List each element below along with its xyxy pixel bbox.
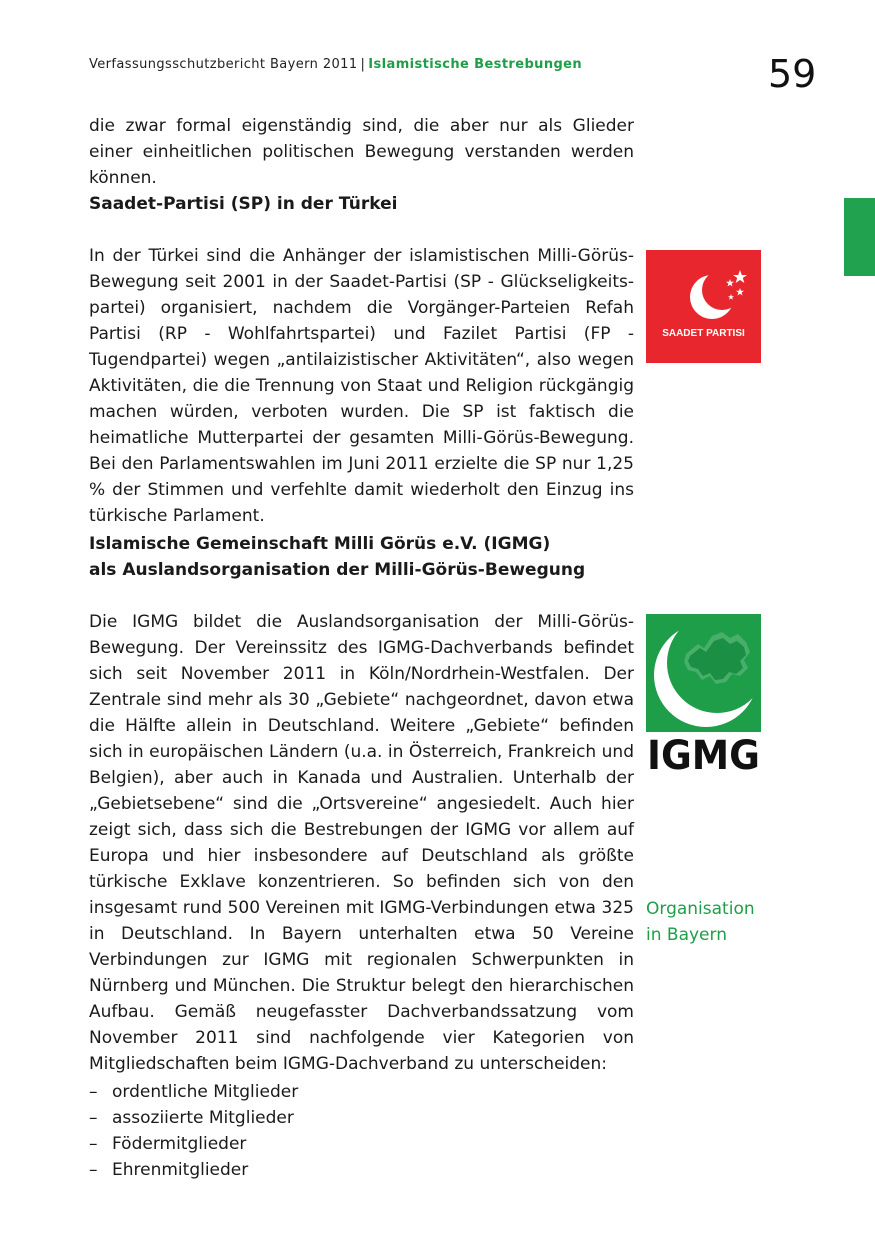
saadet-partisi-logo	[646, 250, 761, 363]
page-number: 59	[768, 52, 817, 96]
heading-igmg-line2: als Auslandsorganisation der Milli-Görüs-Bewegung	[89, 560, 586, 580]
igmg-emblem-icon	[646, 614, 761, 774]
heading-saadet-partisi: Saadet-Partisi (SP) in der Türkei	[89, 194, 398, 214]
list-item: – Födermitglieder	[89, 1134, 247, 1154]
membership-list	[89, 1079, 298, 1183]
heading-igmg	[89, 531, 634, 583]
list-item: – assoziierte Mitglieder	[89, 1108, 294, 1128]
list-item: – ordentliche Mitglieder	[89, 1082, 299, 1102]
igmg-logo-text: IGMG	[647, 733, 760, 774]
chapter-tab-marker	[844, 198, 875, 276]
running-header	[89, 57, 582, 72]
header-separator: |	[360, 57, 366, 72]
intro-paragraph: die zwar formal eigenständig sind, die aber nur als Glieder einer einheitlichen politischen Bewegung verstanden werden können.	[89, 116, 634, 188]
report-title: Verfassungsschutzbericht Bayern 2011	[89, 57, 358, 72]
list-item: – Ehrenmitglieder	[89, 1160, 249, 1180]
crescent-star-icon	[646, 250, 761, 363]
igmg-paragraph: Die IGMG bildet die Auslandsorganisation der Milli-Görüs-Bewegung. Der Vereinssitz des IGMG-Dachverbands befindet sich seit November 2011 in Köln/Nordrhein-Westfalen. Der Zentrale sind mehr als 30 „Gebiete“ nachgeordnet, davon etwa die Hälfte allein in Deutschland. Weitere „Gebiete“ befinden sich in europäischen Ländern (u.a. in Österreich, Frankreich und Belgien), aber auch in Kanada und Australien. Unterhalb der „Gebietsebene“ sind die „Ortsvereine“ angesiedelt. Auch hier zeigt sich, dass sich die Bestrebungen der IGMG vor allem auf Europa und hier insbesondere auf Deutschland als größte türkische Exklave konzentrieren. So befinden sich von den insgesamt rund 500 Vereinen mit IGMG-Verbindungen etwa 325 in Deutschland. In Bayern unterhalten etwa 50 Vereine Verbindungen zur IGMG mit regionalen Schwerpunkten in Nürnberg und München. Die Struktur belegt den hierarchischen Aufbau. Gemäß neugefasster Dachverbandssatzung vom November 2011 sind nachfolgende vier Kategorien von Mitgliedschaften beim IGMG-Dachverband zu unterscheiden:	[89, 612, 634, 1074]
saadet-paragraph: In der Türkei sind die Anhänger der islamistischen Milli-Görüs-Bewegung seit 2001 in der Saadet-Partisi (SP - Glückseligkeits-partei) organisiert, nachdem die Vorgänger-Parteien Refah Partisi (RP - Wohlfahrtspartei) und Fazilet Partisi (FP - Tugendpartei) wegen „antilaizistischer Aktivitäten“, also wegen Aktivitäten, die die Trennung von Staat und Religion rückgängig machen würden, verboten wurden. Die SP ist faktisch die heimatliche Mutterpartei der gesamten Milli-Görüs-Bewegung. Bei den Parlamentswahlen im Juni 2011 erzielte die SP nur 1,25 % der Stimmen und verfehlte damit wiederholt den Einzug ins türkische Parlament.	[89, 246, 634, 526]
margin-note-organisation: Organisation in Bayern	[646, 899, 755, 945]
saadet-logo-text: SAADET PARTISI	[662, 328, 745, 339]
section-title: Islamistische Bestrebungen	[368, 57, 583, 72]
heading-igmg-line1: Islamische Gemeinschaft Milli Görüs e.V. (IGMG)	[89, 534, 551, 554]
igmg-logo	[646, 614, 761, 774]
